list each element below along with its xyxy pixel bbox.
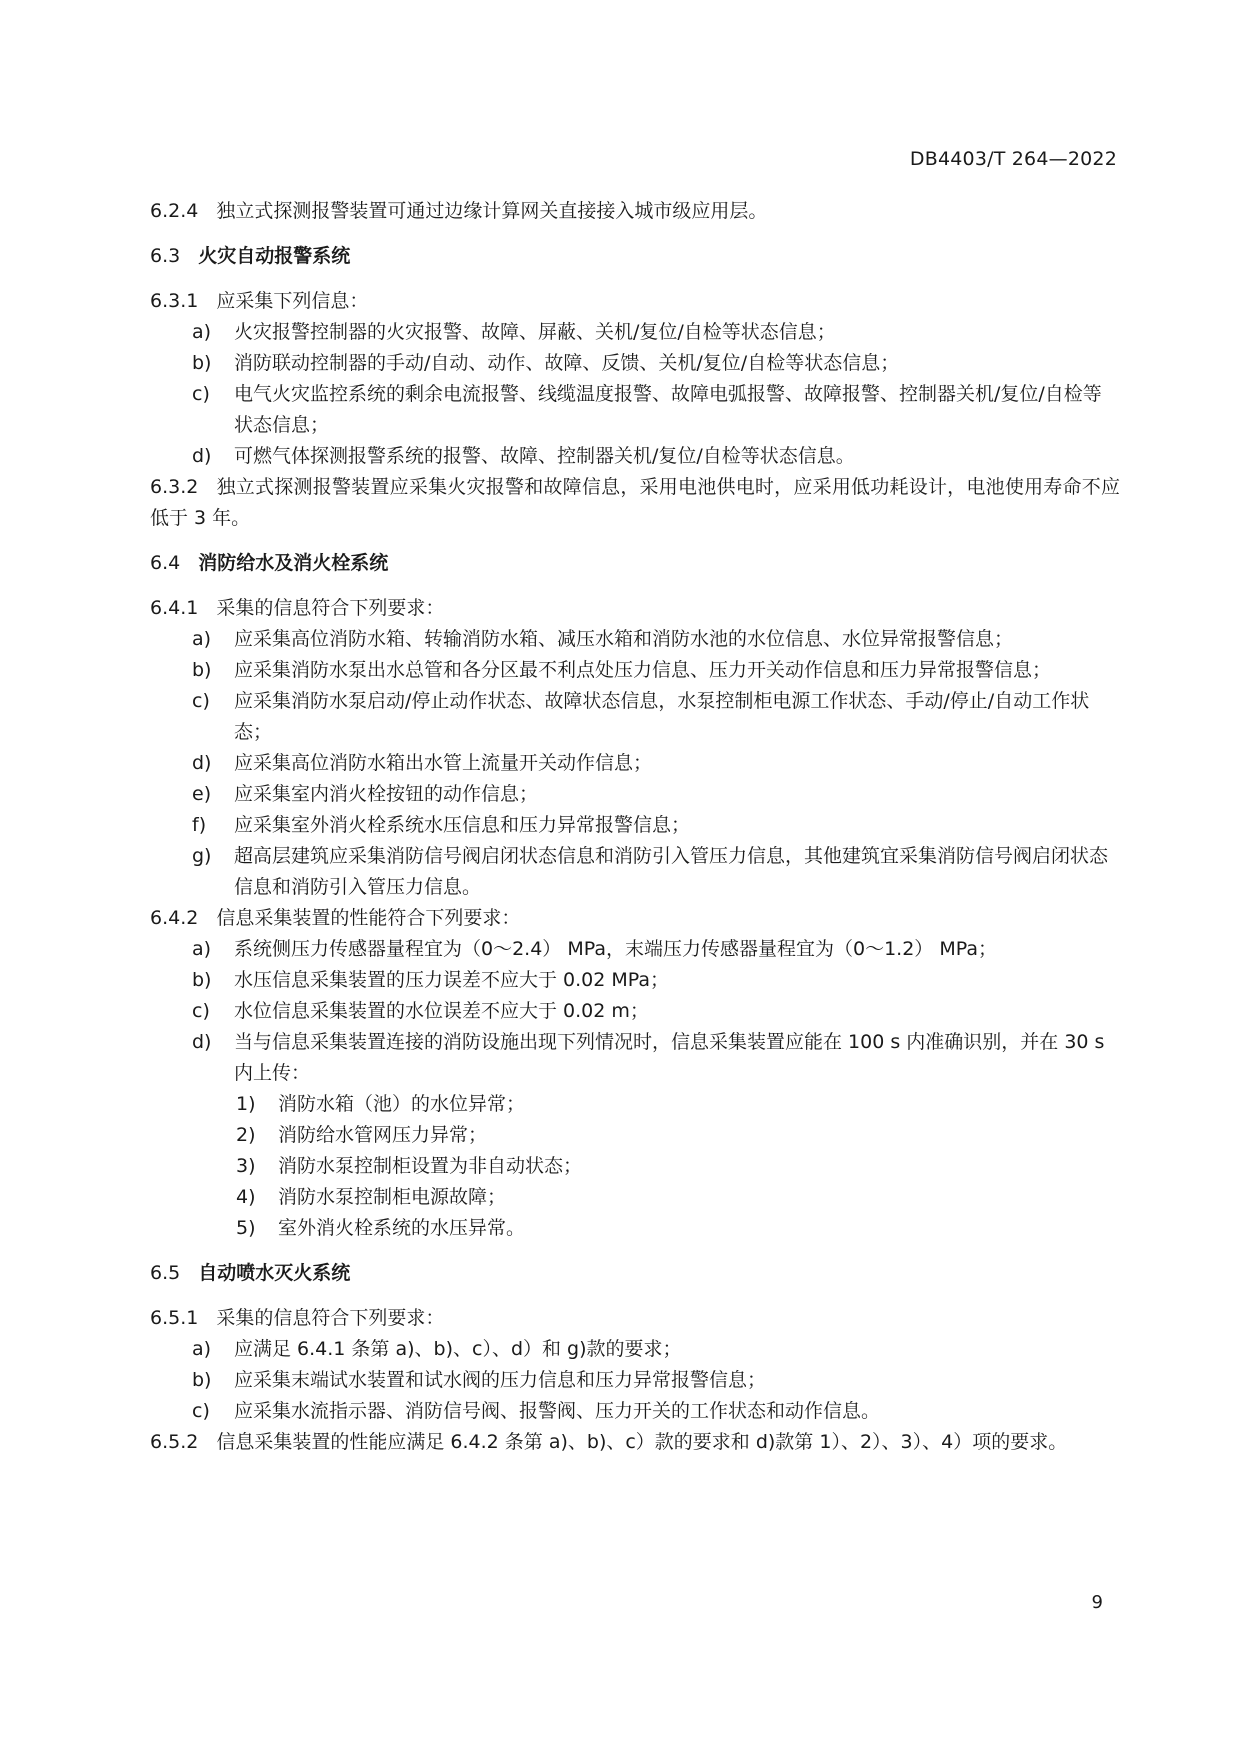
clause (150, 286, 1120, 317)
list-text: 消防联动控制器的手动/自动、动作、故障、反馈、关机/复位/自检等状态信息； (234, 352, 900, 374)
clause-number: 6.4.1 (150, 597, 199, 619)
list-item (150, 779, 1120, 810)
list-label: e) (192, 783, 212, 805)
page-number: 9 (1091, 1592, 1103, 1613)
list-label: 1) (236, 1093, 256, 1115)
list-label: d) (192, 445, 212, 467)
list-text: 室外消火栓系统的水压异常。 (278, 1217, 526, 1239)
section-title: 火灾自动报警系统 (198, 245, 351, 267)
list-item (150, 379, 1120, 441)
clause-number: 6.3.1 (150, 290, 199, 312)
list-item (150, 965, 1120, 996)
sub-list-item (150, 1182, 1120, 1213)
list-label: a) (192, 321, 212, 343)
list-item (150, 441, 1120, 472)
list-text: 应采集室内消火栓按钮的动作信息； (234, 783, 539, 805)
clause-number: 6.3.2 (150, 476, 199, 498)
clause (150, 903, 1120, 934)
list-item (150, 1334, 1120, 1365)
list-text: 水位信息采集装置的水位误差不应大于 0.02 m； (234, 1000, 649, 1022)
list-text: 应采集消防水泵启动/停止动作状态、故障状态信息，水泵控制柜电源工作状态、手动/停止/自动工作状态； (234, 690, 1090, 743)
clause (150, 593, 1120, 624)
sub-list-item (150, 1089, 1120, 1120)
list-label: c) (192, 1400, 210, 1422)
list-text: 电气火灾监控系统的剩余电流报警、线缆温度报警、故障电弧报警、故障报警、控制器关机/复位/自检等状态信息； (234, 383, 1102, 436)
clause-text: 应采集下列信息： (216, 290, 369, 312)
list-label: b) (192, 659, 212, 681)
list-text: 应采集消防水泵出水总管和各分区最不利点处压力信息、压力开关动作信息和压力异常报警信息； (234, 659, 1052, 681)
clause (150, 472, 1120, 534)
list-item (150, 810, 1120, 841)
list-text: 应采集末端试水装置和试水阀的压力信息和压力异常报警信息； (234, 1369, 767, 1391)
document-body (150, 196, 1120, 1458)
list-label: c) (192, 1000, 210, 1022)
section-heading (150, 241, 1120, 272)
clause (150, 1427, 1120, 1458)
section-heading (150, 548, 1120, 579)
list-text: 消防给水管网压力异常； (278, 1124, 488, 1146)
list-item (150, 934, 1120, 965)
list-text: 火灾报警控制器的火灾报警、故障、屏蔽、关机/复位/自检等状态信息； (234, 321, 836, 343)
sub-list-item (150, 1151, 1120, 1182)
list-label: a) (192, 1338, 212, 1360)
section-heading (150, 1258, 1120, 1289)
list-label: a) (192, 938, 212, 960)
clause-text: 独立式探测报警装置可通过边缘计算网关直接接入城市级应用层。 (216, 200, 768, 222)
list-text: 应采集高位消防水箱、转输消防水箱、减压水箱和消防水池的水位信息、水位异常报警信息； (234, 628, 1014, 650)
clause-text: 采集的信息符合下列要求： (216, 1307, 445, 1329)
section-number: 6.4 (150, 552, 181, 574)
clause-number: 6.4.2 (150, 907, 199, 929)
list-item (150, 1365, 1120, 1396)
list-label: b) (192, 1369, 212, 1391)
list-label: g) (192, 845, 212, 867)
list-label: a) (192, 628, 212, 650)
section-number: 6.5 (150, 1262, 181, 1284)
list-text: 应采集水流指示器、消防信号阀、报警阀、压力开关的工作状态和动作信息。 (234, 1400, 881, 1422)
clause-text: 采集的信息符合下列要求： (216, 597, 445, 619)
list-text: 可燃气体探测报警系统的报警、故障、控制器关机/复位/自检等状态信息。 (234, 445, 855, 467)
clause-text: 信息采集装置的性能应满足 6.4.2 条第 a)、b)、c）款的要求和 d)款第 1）、2）、3）、4）项的要求。 (216, 1431, 1068, 1453)
section-number: 6.3 (150, 245, 181, 267)
list-text: 消防水箱（池）的水位异常； (278, 1093, 526, 1115)
list-item (150, 1396, 1120, 1427)
list-item (150, 841, 1120, 903)
list-item (150, 1027, 1120, 1089)
list-label: d) (192, 752, 212, 774)
list-text: 当与信息采集装置连接的消防设施出现下列情况时，信息采集装置应能在 100 s 内准确识别，并在 30 s 内上传： (234, 1031, 1105, 1084)
clause-text: 信息采集装置的性能符合下列要求： (216, 907, 521, 929)
clause-number: 6.2.4 (150, 200, 199, 222)
list-item (150, 624, 1120, 655)
clause-number: 6.5.2 (150, 1431, 199, 1453)
sub-list-item (150, 1120, 1120, 1151)
clause-text: 独立式探测报警装置应采集火灾报警和故障信息，采用电池供电时，应采用低功耗设计，电池使用寿命不应低于 3 年。 (150, 476, 1120, 529)
list-label: 2) (236, 1124, 256, 1146)
list-text: 超高层建筑应采集消防信号阀启闭状态信息和消防引入管压力信息，其他建筑宜采集消防信号阀启闭状态信息和消防引入管压力信息。 (234, 845, 1109, 898)
clause (150, 196, 1120, 227)
list-label: 3) (236, 1155, 256, 1177)
list-item (150, 317, 1120, 348)
list-label: b) (192, 352, 212, 374)
list-label: 5) (236, 1217, 256, 1239)
list-label: c) (192, 383, 210, 405)
list-item (150, 996, 1120, 1027)
list-item (150, 748, 1120, 779)
list-label: f) (192, 814, 207, 836)
list-label: d) (192, 1031, 212, 1053)
list-label: 4) (236, 1186, 256, 1208)
list-label: b) (192, 969, 212, 991)
list-text: 消防水泵控制柜设置为非自动状态； (278, 1155, 583, 1177)
list-item (150, 348, 1120, 379)
clause-number: 6.5.1 (150, 1307, 199, 1329)
list-text: 应满足 6.4.1 条第 a)、b)、c）、d）和 g)款的要求； (234, 1338, 682, 1360)
section-title: 消防给水及消火栓系统 (198, 552, 389, 574)
standard-code: DB4403/T 264—2022 (909, 148, 1117, 170)
list-text: 消防水泵控制柜电源故障； (278, 1186, 507, 1208)
list-item (150, 686, 1120, 748)
list-text: 系统侧压力传感器量程宜为（0～2.4） MPa，末端压力传感器量程宜为（0～1.2） MPa； (234, 938, 997, 960)
clause (150, 1303, 1120, 1334)
section-title: 自动喷水灭火系统 (198, 1262, 351, 1284)
list-label: c) (192, 690, 210, 712)
list-text: 水压信息采集装置的压力误差不应大于 0.02 MPa； (234, 969, 670, 991)
sub-list-item (150, 1213, 1120, 1244)
list-text: 应采集高位消防水箱出水管上流量开关动作信息； (234, 752, 653, 774)
list-text: 应采集室外消火栓系统水压信息和压力异常报警信息； (234, 814, 691, 836)
list-item (150, 655, 1120, 686)
